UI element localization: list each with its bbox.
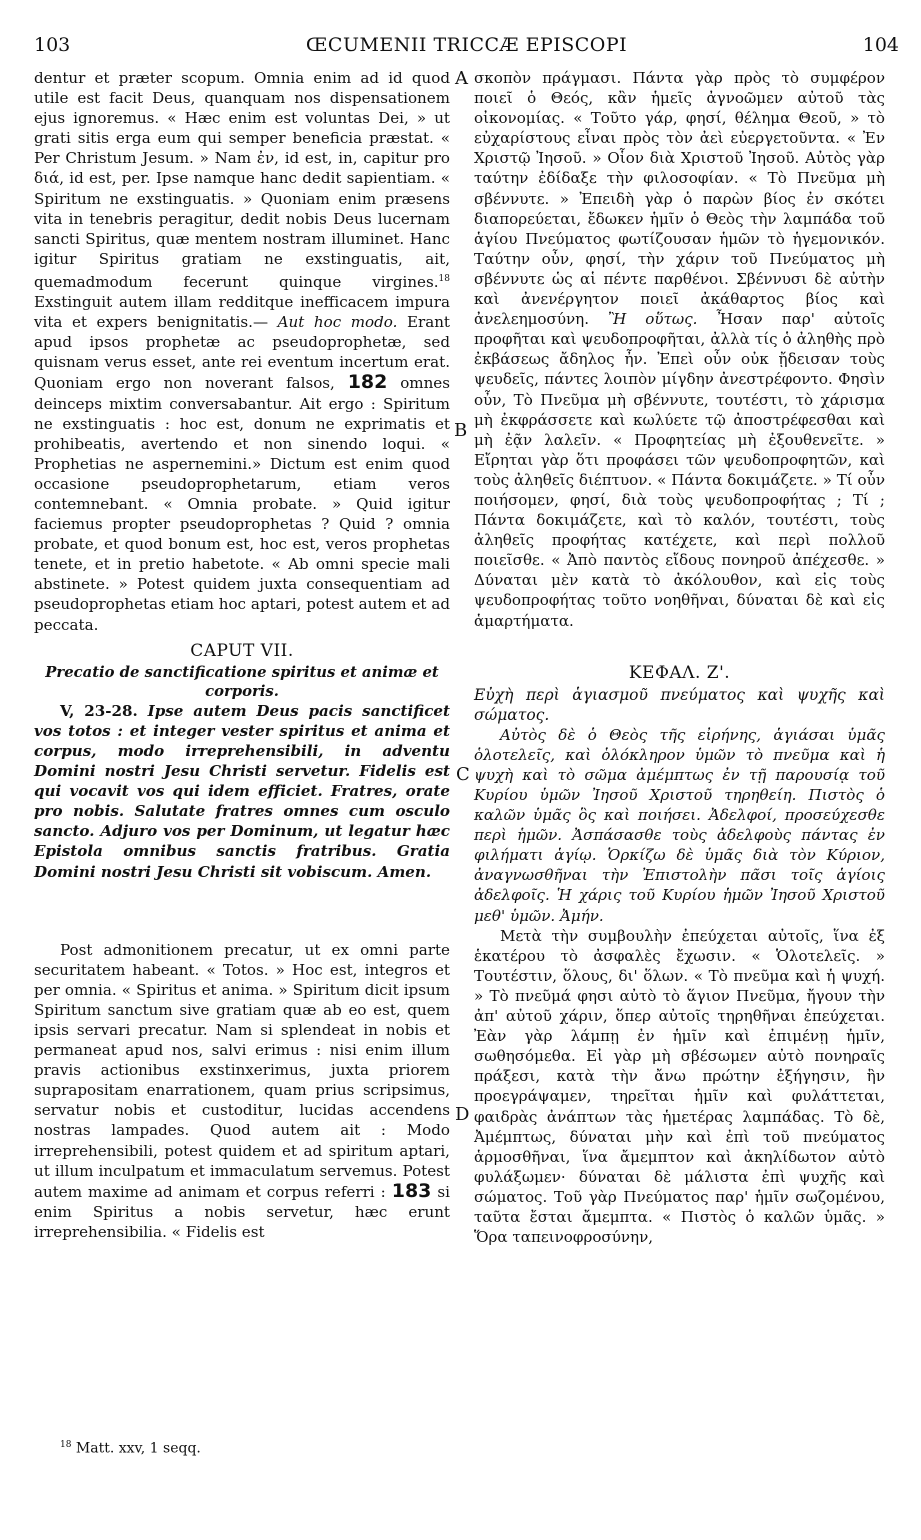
greek-paragraph-1: σκοπὸν πράγμασι. Πάντα γὰρ πρὸς τὸ συμφέρον ποιεῖ ὁ Θεός, κἂν ἡμεῖς ἀγνοῶμεν αὐτοῦ τὰς οἰκονομίας. « Τοῦτο γάρ, φησί, θέλημα Θεοῦ, » τὸ εὐχαρίστους εἶναι πρὸς τὸν ἀεὶ εὐεργετοῦντα. « Ἐν Χριστῷ Ἰησοῦ. » Οἷον διὰ Χριστοῦ Ἰησοῦ. Αὐτὸς γὰρ ταύτην ἐδίδαξε τὴν φιλοσοφίαν. « Τὸ Πνεῦμα μὴ σβέννυτε. » Ἐπειδὴ γὰρ ὁ παρὼν βίος ἐν σκότει διαπορεύεται, ἔδωκεν ἡμῖν ὁ Θεὸς τὴν λαμπάδα τοῦ ἁγίου Πνεύματος φωτίζουσαν ἡμῶν τὸ ἡγεμονικόν. Ταύτην οὖν, φησί, τὴν χάριν τοῦ Πνεύματος μὴ σβέννυτε ὡς αἱ πέντε παρθένοι. Σβέννυσι δὲ αὐτὴν καὶ ἀνενέργητον ποιεῖ ἀκάθαρτος βίος καὶ ἀνελεημοσύνη. Ἢ οὕτως. Ἦσαν παρ' αὐτοῖς προφῆται καὶ ψευδοπροφῆται, ἀλλὰ τίς ὁ ἀληθὴς πρὸ ἐκβάσεως ἄδηλος ἦν. Ἐπεὶ οὖν οὐκ ᾔδεισαν τοὺς ψευδεῖς, πάντες λοιπὸν μίγδην ἀνεστρέφοντο. Φησὶν οὖν, Τὸ Πνεῦμα μὴ σβέννυτε, τουτέστι, τὸ χάρισμα μὴ ἐκφράσσετε καὶ κωλύετε τῷ ἀποστρέφεσθαι καὶ μὴ ἐᾷν λαλεῖν. « Προφητείας μὴ ἐξουθενεῖτε. » Εἴρηται γὰρ ὅτι προφάσει τῶν ψευδοπροφητῶν, καὶ τοὺς ἀληθεῖς διέπτυον. « Πάντα δοκιμάζετε. » Τί οὖν ποιήσομεν, φησί, διὰ τοὺς ψευδοπροφήτας ; Τί ; Πάντα δοκιμάζετε, καὶ τὸ καλόν, τουτέστι, τοὺς ἀληθεῖς προφήτας κατέχετε, καὶ περὶ πολλοῦ ποιεῖσθε. « Ἀπὸ παντὸς εἴδους πονηροῦ ἀπέχεσθε. » Δύναται μὲν κατὰ τὸ ἀκόλουθον, καὶ εἰς τοὺς ψευδοπροφήτας τοῦτο νοηθῆναι, δύναται δὲ καὶ εἰς ἁμαρτήματα. xyxy=(474,69,886,630)
page-number-left: 103 xyxy=(34,34,71,56)
latin-paragraph-1: dentur et præter scopum. Omnia enim ad id quod utile est facit Deus, quanquam nos dispensationem ejus ignoremus. « Hæc enim est voluntas Dei, » ut grati sitis erga eum qui semper beneficia præstat. « Per Christum Jesum. » Nam ἐν, id est, in, capitur pro διά, id est, per. Ipse namque hanc dedit sapientiam. « Spiritum ne exstinguatis. » Quoniam enim præsens vita in tenebris peragitur, dedit nobis Deus lucernam sancti Spiritus, quæ mentem nostram illuminet. Hanc igitur Spiritus gratiam ne exstinguatis, ait, quemadmodum fecerunt quinque virgines.$^{18}$ Exstinguit autem illam redditque inefficacem impura vita et expers benignitatis.— Aut hoc modo. Erant apud ipsos prophetæ ac pseudoprophetæ, sed quisnam verus esset, ante rei eventum incertum erat. Quoniam ergo non noverant falsos, 182 omnes deinceps mixtim conversabantur. Ait ergo : Spiritum ne exstinguatis : hoc est, donum ne exprimatis et prohibeatis, avertendo et non sinendo loqui. « Prophetias ne aspernemini.» Dictum est enim quod occasione pseudoprophetarum, etiam veros contemnebant. « Omnia probate. » Quid igitur faciemus propter pseudoprophetas ? Quid ? omnia probate, et quod bonum est, hoc est, veros prophetas tenete, et in pretio habetote. « Ab omni specie mali abstinete. » Potest quidem juxta consequentiam ad pseudoprophetas etiam hoc aptari, potest autem et ad peccata. xyxy=(34,69,450,634)
page-header xyxy=(34,34,899,64)
margin-letter-a: A xyxy=(455,68,468,89)
footnote xyxy=(60,1440,201,1457)
running-title: ŒCUMENII TRICCÆ EPISCOPI xyxy=(305,34,628,56)
latin-verse: V, 23-28. Ipse autem Deus pacis sanctificet vos totos : et integer vester spiritus et anima et corpus, modo irreprehensibili, in adventu Domini nostri Jesu Christi servetur. Fidelis est qui vocavit vos qui idem efficiet. Fratres, orate pro nobis. Salutate fratres omnes cum osculo sancto. Adjuro vos per Dominum, ut legatur hæc Epistola omnibus sanctis fratribus. Gratia Domini nostri Jesu Christi sit vobiscum. Amen. xyxy=(34,701,450,881)
column-number-182: 182 xyxy=(347,371,388,394)
latin-chapter-subtitle: Precatio de sanctificatione spiritus et animæ et corporis. xyxy=(45,663,439,700)
margin-letter-b: B xyxy=(454,420,468,441)
latin-column xyxy=(34,68,450,1242)
latin-paragraph-2: Post admonitionem precatur, ut ex omni parte securitatem habeant. « Totos. » Hoc est, integros et per omnia. « Spiritus et anima. » Spiritum dicit ipsum Spiritum sanctum sive gratiam quæ ab eo est, quem ipsis servari precatur. Nam si splendeat in nobis et permaneat apud nos, salvi erimus : nisi enim illum pravis actionibus exstinxerimus, juxta priorem suprapositam enarrationem, quam prius scripsimus, servatur nobis et custoditur, lucidas accendens nostras lampades. Quod autem ait : Modo irreprehensibili, potest quidem et ad spiritum aptari, ut illum inculpatum et immaculatum servemus. Potest autem maxime ad animam et corpus referri : 183 si enim Spiritus a nobis servetur, hæc erunt irreprehensibilia. « Fidelis est xyxy=(34,940,450,1241)
greek-chapter-subtitle: Εὐχὴ περὶ ἁγιασμοῦ πνεύματος καὶ ψυχῆς καὶ σώματος. xyxy=(474,685,885,724)
latin-chapter-heading: CAPUT VII. xyxy=(190,640,294,661)
greek-chapter-heading: ΚΕΦΑΛ. Ζ'. xyxy=(628,662,731,683)
footnote-mark: 18 xyxy=(60,1440,72,1450)
footnote-ref: 18 xyxy=(438,273,450,284)
column-number-183: 183 xyxy=(391,1179,432,1202)
page-number-right: 104 xyxy=(862,34,899,56)
greek-verse: Αὐτὸς δὲ ὁ Θεὸς τῆς εἰρήνης, ἁγιάσαι ὑμᾶς ὁλοτελεῖς, καὶ ὁλόκληρον ὑμῶν τὸ πνεῦμα καὶ ἡ ψυχὴ καὶ τὸ σῶμα ἀμέμπτως ἐν τῇ παρουσίᾳ τοῦ Κυρίου ὑμῶν Ἰησοῦ Χριστοῦ τηρηθείη. Πιστὸς ὁ καλῶν ὑμᾶς ὃς καὶ ποιήσει. Ἀδελφοί, προσεύχεσθε περὶ ἡμῶν. Ἀσπάσασθε τοὺς ἀδελφοὺς πάντας ἐν φιλήματι ἁγίῳ. Ὁρκίζω δὲ ὑμᾶς διὰ τὸν Κύριον, ἀναγνωσθῆναι τὴν Ἐπιστολὴν πᾶσι τοῖς ἁγίοις ἀδελφοῖς. Ἡ χάρις τοῦ Κυρίου ἡμῶν Ἰησοῦ Χριστοῦ μεθ' ὑμῶν. Ἀμήν. xyxy=(474,725,885,925)
margin-letter-d: D xyxy=(455,1104,470,1125)
greek-paragraph-2: Μετὰ τὴν συμβουλὴν ἐπεύχεται αὐτοῖς, ἵνα ἐξ ἑκατέρου τὸ ἀσφαλὲς ἔχωσιν. « Ὁλοτελεῖς. » Τουτέστιν, ὅλους, δι' ὅλων. « Τὸ πνεῦμα καὶ ἡ ψυχή. » Τὸ πνεῦμά φησι αὐτὸ τὸ ἅγιον Πνεῦμα, ἤγουν τὴν ἀπ' αὐτοῦ χάριν, ὅπερ αὐτοῖς τηρηθῆναι ἐπεύχεται. Ἐὰν γὰρ λάμπῃ ἐν ἡμῖν καὶ ἐπιμένῃ ἡμῖν, σωθησόμεθα. Εἰ γὰρ μὴ σβέσωμεν αὐτὸ πονηραῖς πράξεσι, κατὰ τὴν ἄνω πρώτην ἐξήγησιν, ἣν προεγράψαμεν, τηρεῖται ἡμῖν καὶ φυλάττεται, φαιδρὰς ἀνάπτων τὰς ἡμετέρας λαμπάδας. Τὸ δὲ, Ἀμέμπτως, δύναται μὴν καὶ ἐπὶ τοῦ πνεύματος ἁρμοσθῆναι, ἵνα ἄμεμπτον καὶ ἀκηλίδωτον αὐτὸ φυλάξωμεν· δύναται δὲ μάλιστα ἐπὶ ψυχῆς καὶ σώματος. Τοῦ γὰρ Πνεύματος παρ' ἡμῖν σωζομένου, ταῦτα ἔσται ἄμεμπτα. « Πιστὸς ὁ καλῶν ὑμᾶς. » Ὅρα ταπεινοφροσύνην, xyxy=(474,926,885,1247)
greek-column xyxy=(474,68,885,1247)
margin-letter-c: C xyxy=(456,764,470,785)
footnote-text: Matt. xxv, 1 seqq. xyxy=(71,1440,201,1457)
